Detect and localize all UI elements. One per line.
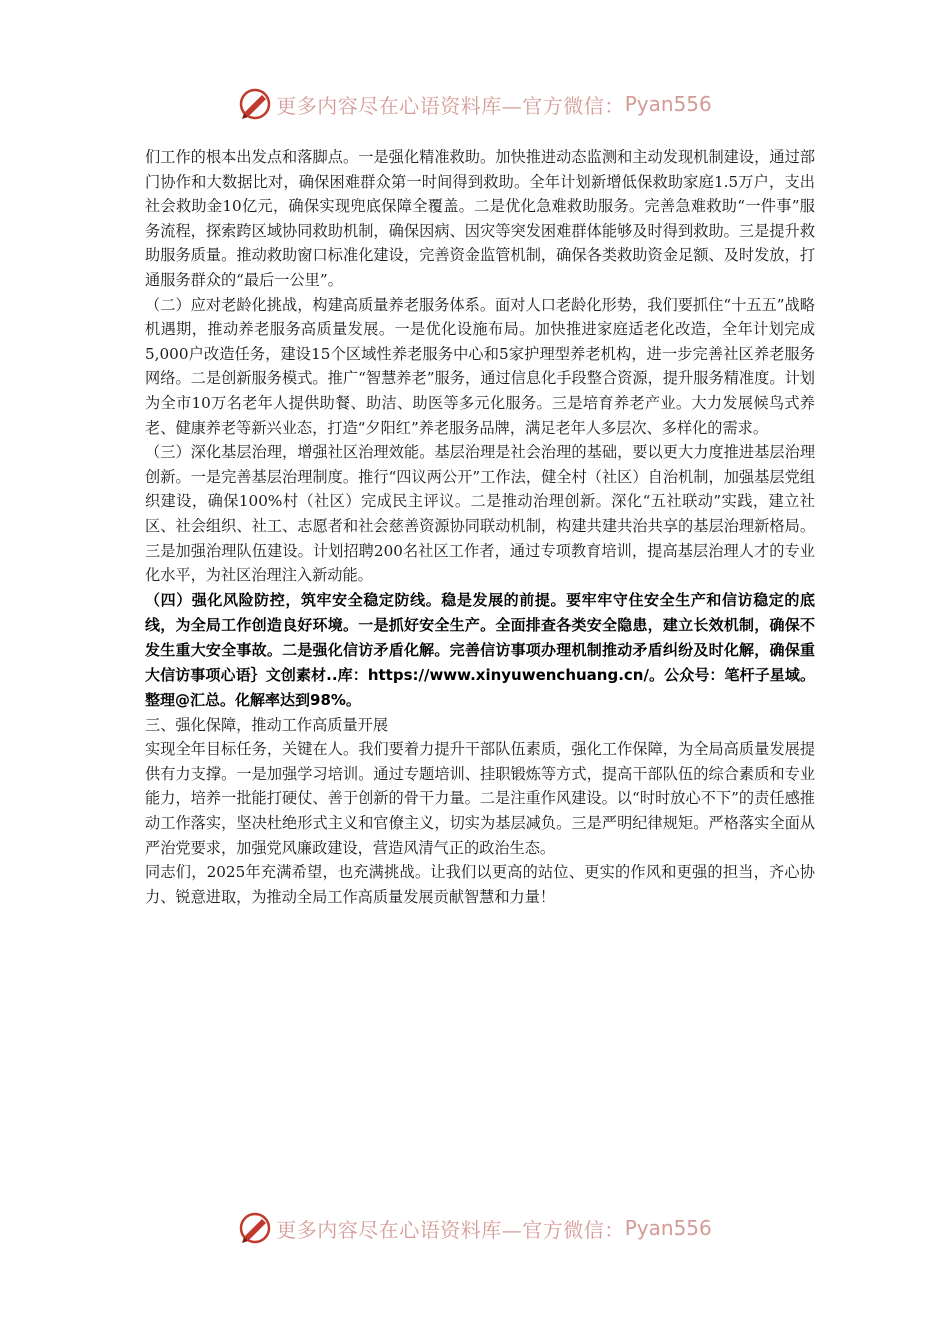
section-heading-guarantee: 三、强化保障，推动工作高质量开展 [145,715,388,734]
paragraph-grassroots-governance: （三）深化基层治理，增强社区治理效能。基层治理是社会治理的基础，要以更大力度推进基层治理创新。一是完善基层治理制度。推行“四议两公开”工作法，健全村（社区）自治机制，加强基层党组织建设，确保100%村（社区）完成民主评议。二是推动治理创新。深化“五社联动”实践，建立社区、社会组织、社工、志愿者和社会慈善资源协同联动机制，构建共建共治共享的基层治理新格局。三是加强治理队伍建设。计划招聘200名社区工作者，通过专项教育培训，提高基层治理人才的专业化水平，为社区治理注入新动能。 [145,443,815,585]
watermark-text: 更多内容尽在心语资料库—官方微信： [276,1217,625,1242]
watermark-text: 更多内容尽在心语资料库—官方微信： [276,93,625,118]
paragraph-closing: 同志们，2025年充满希望，也充满挑战。让我们以更高的站位、更实的作风和更强的担当，齐心协力、锐意进取，为推动全局工作高质量发展贡献智慧和力量！ [145,863,815,906]
paragraph-cadre-building: 实现全年目标任务，关键在人。我们要着力提升干部队伍素质，强化工作保障，为全局高质量发展提供有力支撑。一是加强学习培训。通过专题培训、挂职锻炼等方式，提高干部队伍的综合素质和专业能力，培养一批能打硬仗、善于创新的骨干力量。二是注重作风建设。以“时时放心不下”的责任感推动工作落实，坚决杜绝形式主义和官僚主义，切实为基层减负。三是严明纪律规矩。严格落实全面从严治党要求，加强党风廉政建设，营造风清气正的政治生态。 [145,740,815,857]
footer-watermark [0,1208,950,1248]
paragraph-elderly-care: （二）应对老龄化挑战，构建高质量养老服务体系。面对人口老龄化形势，我们要抓住“十五五”战略机遇期，推动养老服务高质量发展。一是优化设施布局。加快推进家庭适老化改造，全年计划完成5,000户改造任务，建设15个区域性养老服务中心和5家护理型养老机构，进一步完善社区养老服务网络。二是创新服务模式。推广“智慧养老”服务，通过信息化手段整合资源，提升服务精准度。计划为全市10万名老年人提供助餐、助洁、助医等多元化服务。三是培育养老产业。大力发展候鸟式养老、健康养老等新兴业态，打造“夕阳红”养老服务品牌，满足老年人多层次、多样化的需求。 [145,295,815,437]
paragraph-social-assistance: 们工作的根本出发点和落脚点。一是强化精准救助。加快推进动态监测和主动发现机制建设，通过部门协作和大数据比对，确保困难群众第一时间得到救助。全年计划新增低保救助家庭1.5万户，支出社会救助金10亿元，确保实现兜底保障全覆盖。二是优化急难救助服务。完善急难救助“一件事”服务流程，探索跨区域协同救助机制，确保因病、因灾等突发困难群体能够及时得到救助。三是提升救助服务质量。推动救助窗口标准化建设，完善资金监管机制，确保各类救助资金足额、及时发放，打通服务群众的“最后一公里”。 [145,148,815,289]
watermark-wechat-id: Pyan556 [624,1216,712,1240]
watermark-wechat-id: Pyan556 [624,92,712,116]
pen-logo-icon [238,1211,272,1245]
document-body [145,145,815,909]
pen-logo-icon [238,87,272,121]
paragraph-risk-control: （四）强化风险防控，筑牢安全稳定防线。稳是发展的前提。要牢牢守住安全生产和信访稳定的底线，为全局工作创造良好环境。一是抓好安全生产。全面排查各类安全隐患，建立长效机制，确保不发生重大安全事故。二是强化信访矛盾化解。完善信访事项办理机制推动矛盾纠纷及时化解，确保重大信访事项心语｝文创素材..库：https://www.xinyuwenchuang.cn/。公众号：笔杆子星域。整理@汇总。化解率达到98%。 [145,590,815,709]
header-watermark [0,84,950,124]
